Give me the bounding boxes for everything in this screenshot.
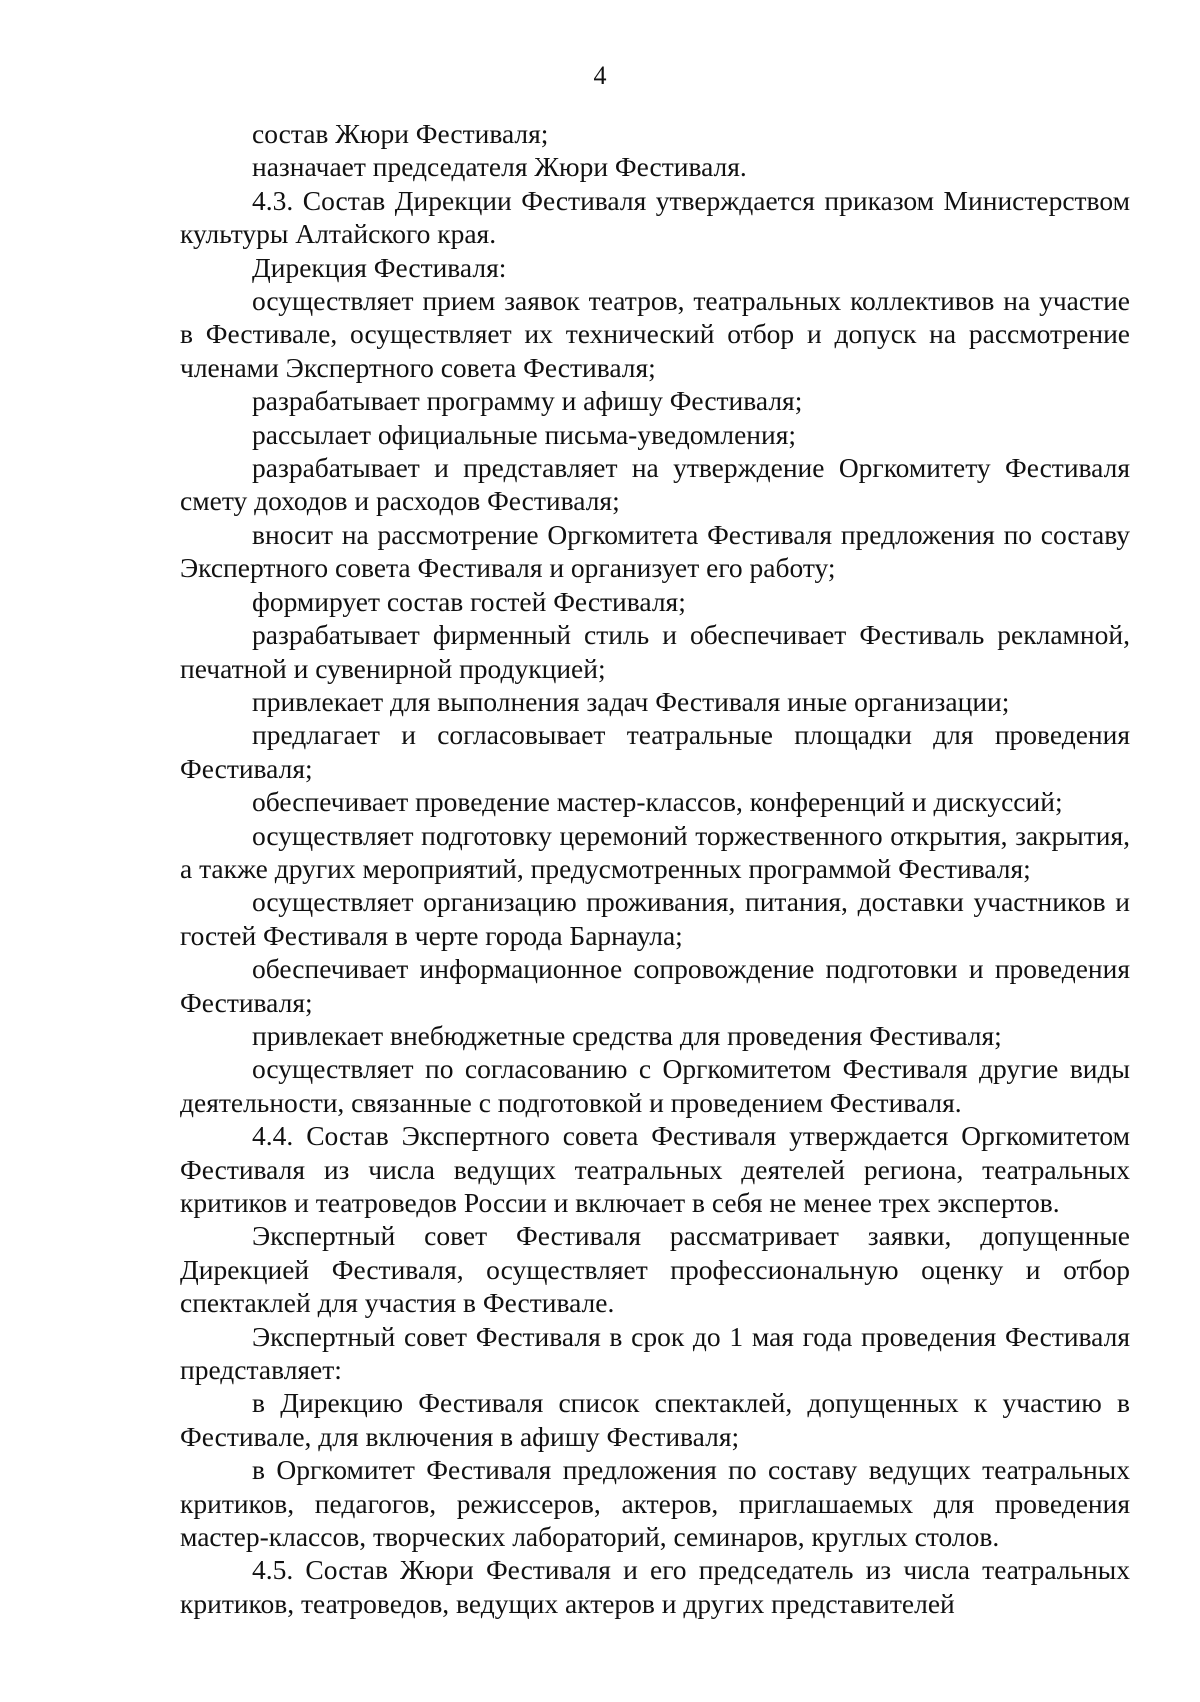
paragraph: 4.4. Состав Экспертного совета Фестиваля утверждается Оргкомитетом Фестиваля из числа ведущих театральных деятелей региона, театральных критиков и театроведов России и включает в себя не менее трех экспертов. <box>180 1120 1130 1218</box>
paragraph: осуществляет организацию проживания, питания, доставки участников и гостей Фестиваля в черте города Барнаула; <box>180 886 1130 951</box>
paragraph: в Оргкомитет Фестиваля предложения по составу ведущих театральных критиков, педагогов, режиссеров, актеров, приглашаемых для проведения мастер-классов, творческих лабораторий, семинаров, круглых столов. <box>180 1454 1130 1553</box>
document-body <box>180 117 1130 1620</box>
paragraph: Экспертный совет Фестиваля рассматривает заявки, допущенные Дирекцией Фестиваля, осуществляет профессиональную оценку и отбор спектаклей для участия в Фестивале. <box>180 1220 1130 1319</box>
paragraph: 4.3. Состав Дирекции Фестиваля утверждается приказом Министерством культуры Алтайского края. <box>180 184 1130 250</box>
paragraph: в Дирекцию Фестиваля список спектаклей, допущенных к участию в Фестивале, для включения в афишу Фестиваля; <box>180 1387 1130 1452</box>
paragraph: предлагает и согласовывает театральные площадки для проведения Фестиваля; <box>180 719 1130 784</box>
paragraph: обеспечивает проведение мастер-классов, конференций и дискуссий; <box>252 786 1063 818</box>
paragraph: вносит на рассмотрение Оргкомитета Фестиваля предложения по составу Экспертного совета Фестиваля и организует его работу; <box>180 518 1130 584</box>
paragraph: Дирекция Фестиваля: <box>252 251 507 283</box>
paragraph: Экспертный совет Фестиваля в срок до 1 мая года проведения Фестиваля представляет: <box>180 1320 1130 1386</box>
paragraph: осуществляет по согласованию с Оргкомитетом Фестиваля другие виды деятельности, связанные с подготовкой и проведением Фестиваля. <box>180 1053 1130 1118</box>
paragraph: 4.5. Состав Жюри Фестиваля и его председатель из числа театральных критиков, театроведов, ведущих актеров и других представителей <box>180 1554 1130 1619</box>
paragraph: привлекает внебюджетные средства для проведения Фестиваля; <box>252 1019 1002 1051</box>
paragraph: осуществляет подготовку церемоний торжественного открытия, закрытия, а также других мероприятий, предусмотренных программой Фестиваля; <box>180 819 1130 884</box>
paragraph: обеспечивает информационное сопровождение подготовки и проведения Фестиваля; <box>180 953 1130 1018</box>
paragraph: разрабатывает и представляет на утверждение Оргкомитету Фестиваля смету доходов и расходов Фестиваля; <box>180 452 1130 517</box>
paragraph: разрабатывает фирменный стиль и обеспечивает Фестиваль рекламной, печатной и сувенирной продукцией; <box>180 619 1130 684</box>
paragraph: состав Жюри Фестиваля; <box>252 118 549 149</box>
paragraph: привлекает для выполнения задач Фестиваля иные организации; <box>252 685 1010 717</box>
page-number: 4 <box>593 61 607 90</box>
paragraph: рассылает официальные письма-уведомления; <box>252 418 797 450</box>
paragraph: разрабатывает программу и афишу Фестиваля; <box>252 385 803 417</box>
paragraph: формирует состав гостей Фестиваля; <box>252 585 686 617</box>
paragraph: осуществляет прием заявок театров, театральных коллективов на участие в Фестивале, осуществляет их технический отбор и допуск на рассмотрение членами Экспертного совета Фестиваля; <box>180 285 1130 383</box>
paragraph: назначает председателя Жюри Фестиваля. <box>252 151 747 183</box>
